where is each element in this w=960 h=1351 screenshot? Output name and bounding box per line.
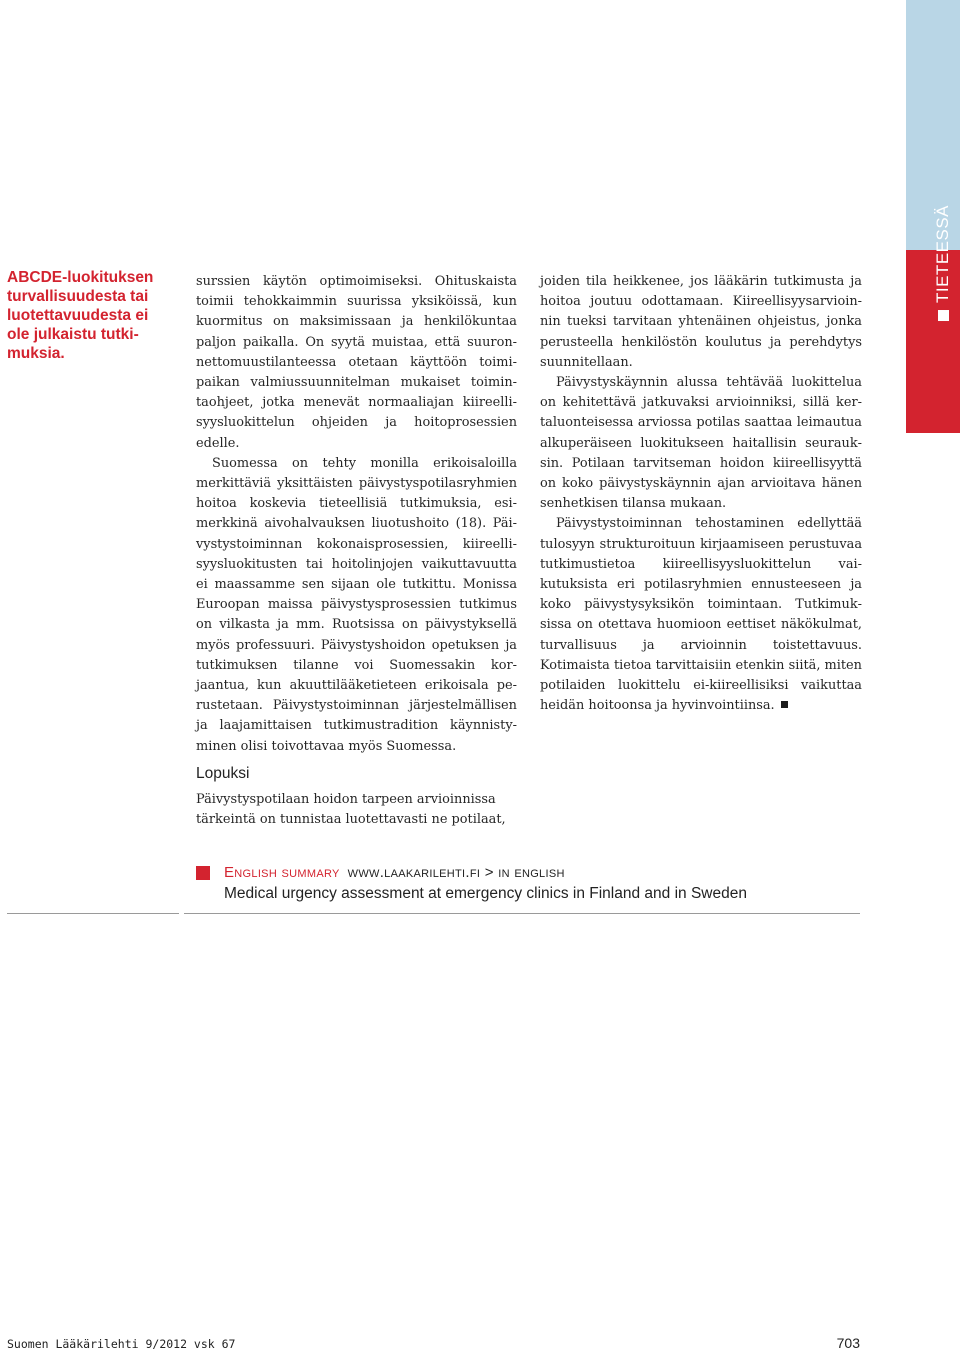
- footer-journal: Suomen Lääkärilehti 9/2012 vsk 67: [7, 1337, 236, 1351]
- lopuksi-section: [196, 790, 521, 830]
- summary-title: Medical urgency assessment at emergency clinics in Finland and in Sweden: [224, 885, 747, 902]
- page-number: 703: [836, 1335, 860, 1351]
- divider: [7, 913, 179, 914]
- paragraph: Päivystyspotilaan hoidon tarpeen arvioinnissa tärkeintä on tunnistaa luotettavasti ne potilaat,: [196, 792, 506, 828]
- english-summary-header: [224, 864, 565, 881]
- english-summary-label: English summary: [224, 864, 340, 881]
- paragraph-final: Päivystystoiminnan tehostaminen edellyttää tulosyyn strukturoituun kirjaamiseen perustuvaa tutkimustietoa kiireellisyysluokittelun vaikutuksista eri potilasryhmien ennusteeseen ja koko päivystysyksikön toimintaan. Tutkimuksissa on otettava huomioon eettiset näkökulmat, turvallisuus ja arvioinnin toistettavuus. Kotimaista tietoa tarvittaisiin etenkin siitä, miten potilaiden luokittelu ei-kiireellisiksi vaikuttaa heidän hoitoonsa ja hyvinvointiinsa.: [540, 516, 862, 714]
- paragraph: surssien käytön optimoimiseksi. Ohituskaista toimii tehokkaimmin suurissa yksiköissä, kun kuormitus on maksimissaan ja henkilökuntaa paljon paikalla. On syytä muistaa, että suuronnettomuustilanteessa otetaan käyttöön toimipaikan valmiussuunnitelman mukaiset toimintaohjeet, jotka menevät normaaliajan kiireellisyysluokittelun ohjeiden ja hoitoprosessien edelle.: [196, 274, 517, 451]
- summary-square-icon: [196, 866, 210, 880]
- pull-quote: ABCDE-luokituksen turvallisuudesta tai luotettavuudesta ei ole julkaistu tutkimuksia.: [7, 269, 154, 362]
- paragraph: Suomessa on tehty monilla erikoisaloilla merkittäviä yksittäisten päivystyspotilasryhmien hoitoa koskevia tieteellisiä tutkimuksia, esimerkkinä aivohalvauksen liuotushoito (18). Päivystystoiminnan kokonaisprosessien, kiireellisyysluokitusten tai hoitolinjojen vaikuttavuutta ei maassamme sen sijaan ole tutkittu. Monissa Euroopan maissa päivystysprosessien tutkimus on vilkasta ja mm. Ruotsissa on päivystyksellä myös professuuri. Päivystyshoidon opetuksen ja tutkimuksen tilanne voi Suomessakin korjaantua, kun akuuttilääketieteen erikoisala perustetaan. Päivystystoiminnan järjestelmällisen ja laajamittaisen tutkimustradition käynnistyminen olisi toivottavaa myös Suomessa.: [196, 455, 517, 754]
- column-right: [540, 272, 862, 716]
- subheading: Lopuksi: [196, 765, 250, 782]
- divider: [184, 913, 860, 914]
- square-icon: [938, 310, 949, 321]
- column-middle: [196, 272, 517, 757]
- paragraph: joiden tila heikkenee, jos lääkärin tutkimusta ja hoitoa joutuu odottamaan. Kiireellisyysarvioinnin tueksi tarvitaan yhtenäinen ohjeistus, jonka perusteella henkilöstön koulutus ja perehdytys suunnitellaan.: [540, 274, 862, 370]
- section-label: TIETEESSÄ: [933, 205, 953, 321]
- end-mark-icon: [781, 701, 788, 708]
- paragraph: Päivystyskäynnin alussa tehtävää luokittelua on kehitettävä jatkuvaksi arvioinniksi, sillä kertaluonteisessa arviossa potilas saattaa leimautua alkuperäiseen luokitukseen haitallisin seurauksin. Potilaan tarvitseman hoidon kiireellisyyttä on koko päivystyskäynnin ajan arvioitava hänen senhetkisen tilansa mukaan.: [540, 375, 862, 512]
- summary-link[interactable]: www.laakarilehti.fi > in english: [347, 864, 565, 881]
